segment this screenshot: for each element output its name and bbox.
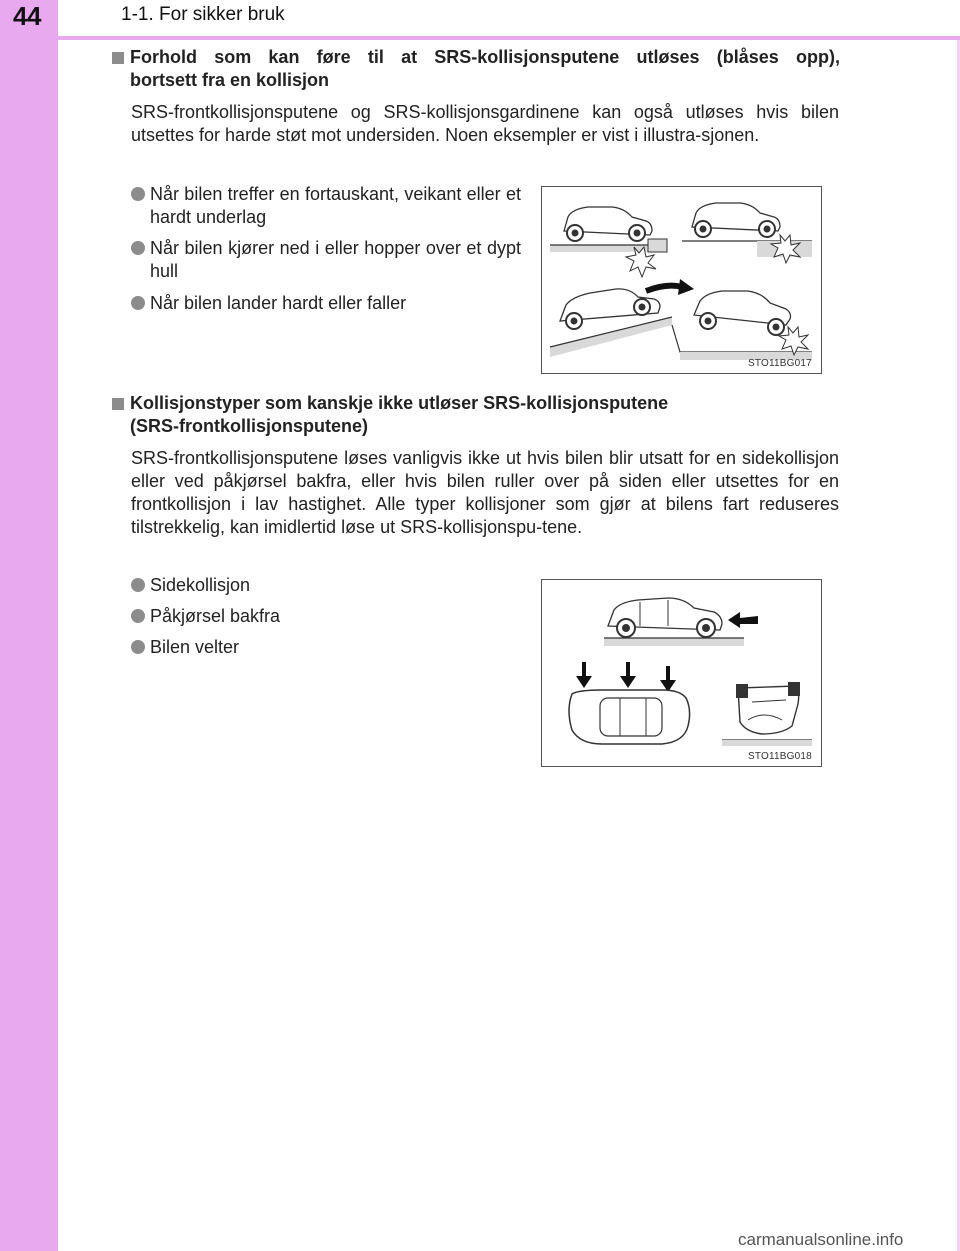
chapter-sidebar [0,0,58,1251]
heading-square-icon [112,52,124,64]
bullet-text: Når bilen kjører ned i eller hopper over et dypt hull [150,238,521,281]
figure-airbag-underbody-impacts [541,186,822,374]
bullet-dot-icon [131,187,145,201]
page-number: 44 [13,1,41,31]
car-hard-surface-impact [682,203,812,263]
list-item [131,292,521,315]
side-collision-car [569,662,690,744]
collision-types-illustration [542,580,821,766]
rollover-car [722,682,812,746]
list-item [131,574,491,597]
motion-arrow-icon [678,279,694,295]
bullet-dot-icon [131,578,145,592]
section2-heading-line2: (SRS-frontkollisjonsputene) [130,416,368,436]
bullet-text: Når bilen treffer en fortauskant, veikant eller et hardt underlag [150,184,521,227]
watermark: carmanualsonline.info [738,1230,904,1249]
list-item [131,636,491,659]
list-item [131,605,491,628]
figure-collision-types [541,579,822,767]
side-impact-arrow-icon [620,662,636,688]
underbody-impact-illustration [542,187,821,373]
section1-paragraph: SRS-frontkollisjonsputene og SRS-kollisjonsgardinene kan også utløses hvis bilen utsettes for harde støt mot undersiden. Noen eksempler er vist i illustra-sjonen. [131,102,839,145]
bullet-text: Sidekollisjon [150,575,251,595]
car-on-slope [550,289,672,357]
section-title: 1-1. For sikker bruk [121,4,285,25]
side-impact-arrow-icon [660,666,676,692]
section1-heading-line1: Forhold som kan føre til at SRS-kollisjonsputene utløses (blåses opp), [130,47,840,67]
figure-code: STO11BG018 [748,751,812,762]
list-item [131,237,521,283]
section1-heading-line2: bortsett fra en kollisjon [130,70,330,90]
section2-heading-line1: Kollisjonstyper som kanskje ikke utløser SRS-kollisjonsputene [130,393,669,413]
bullet-dot-icon [131,609,145,623]
heading-square-icon [112,398,124,410]
rear-collision-car [604,598,758,646]
bullet-text: Når bilen lander hardt eller faller [150,293,407,313]
list-item [131,183,521,229]
section2-paragraph: SRS-frontkollisjonsputene løses vanligvis ikke ut hvis bilen blir utsatt for en sidekollisjon eller ved påkjørsel bakfra, eller hvis bilen ruller over på siden eller utsettes for en frontkollisjon i lav hastighet. Alle typer kollisjoner som gjør at bilens fart reduseres tilstrekkelig, kan imidlertid løse ut SRS-kollisjonspu-tene. [131,448,839,537]
car-landing-hard [672,291,812,360]
side-impact-arrow-icon [576,662,592,688]
bullet-dot-icon [131,241,145,255]
header-rule [0,36,960,40]
bullet-text: Påkjørsel bakfra [150,606,281,626]
bullet-text: Bilen velter [150,637,240,657]
section1-heading [112,46,840,92]
figure-code: STO11BG017 [748,358,812,369]
car-curb-impact [550,207,667,277]
bullet-dot-icon [131,640,145,654]
bullet-dot-icon [131,296,145,310]
section2-heading [112,392,840,438]
rear-impact-arrow-icon [728,612,758,628]
